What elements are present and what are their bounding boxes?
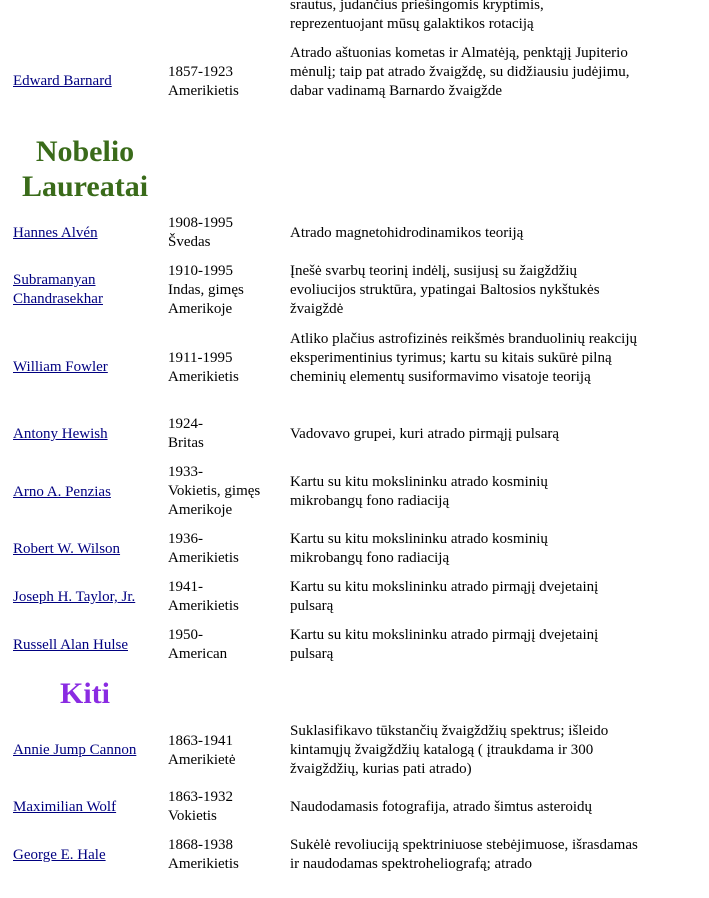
- astronomer-link[interactable]: Edward Barnard: [13, 73, 112, 89]
- nationality-text: Amerikietis: [168, 369, 239, 385]
- row-description: Naudodamasis fotografija, atrado šimtus asteroidų: [290, 799, 593, 815]
- row-description: Kartu su kitu mokslininku atrado pirmąjį dvejetainį pulsarą: [290, 579, 599, 615]
- years-text: 1911-1995: [168, 350, 233, 366]
- life-years: [168, 530, 283, 568]
- row-description: srautus, judančius priešingomis kryptimis, reprezentuojant mūsų galaktikos rotaciją: [290, 0, 544, 33]
- astronomer-link[interactable]: Antony Hewish: [13, 426, 108, 442]
- row-description: Kartu su kitu mokslininku atrado kosminių mikrobangų fono radiaciją: [290, 531, 548, 567]
- astronomer-link[interactable]: Russell Alan Hulse: [13, 637, 128, 653]
- years-text: 1863-1941: [168, 733, 233, 749]
- years-text: 1950-: [168, 627, 203, 643]
- years-text: 1910-1995: [168, 263, 233, 279]
- row-description: Vadovavo grupei, kuri atrado pirmąjį pulsarą: [290, 426, 560, 442]
- row-description: Sukėlė revoliuciją spektriniuose stebėjimuose, išrasdamas ir naudodamas spektroheliografą; atrado: [290, 837, 638, 873]
- nationality-text: Amerikietė: [168, 752, 236, 768]
- nationality-text: Amerikietis: [168, 83, 239, 99]
- astronomer-link[interactable]: Maximilian Wolf: [13, 799, 117, 815]
- row-description: Kartu su kitu mokslininku atrado pirmąjį dvejetainį pulsarą: [290, 627, 599, 663]
- life-years: [168, 788, 283, 826]
- row-description: Kartu su kitu mokslininku atrado kosminių mikrobangų fono radiaciją: [290, 474, 548, 510]
- years-text: 1936-: [168, 531, 203, 547]
- years-text: 1933-: [168, 464, 203, 480]
- years-text: 1941-: [168, 579, 203, 595]
- nationality-text: Britas: [168, 435, 204, 451]
- nationality-text: American: [168, 646, 228, 662]
- years-text: 1908-1995: [168, 215, 233, 231]
- nationality-text: Amerikietis: [168, 856, 239, 872]
- years-text: 1868-1938: [168, 837, 233, 853]
- section-heading-nobel: Nobelio Laureatai: [21, 135, 149, 203]
- astronomer-link[interactable]: Joseph H. Taylor, Jr.: [13, 589, 136, 605]
- life-years: [168, 836, 283, 874]
- astronomer-link[interactable]: Annie Jump Cannon: [13, 742, 137, 758]
- years-text: 1924-: [168, 416, 203, 432]
- life-years: [168, 349, 283, 387]
- life-years: [168, 214, 283, 252]
- nationality-text: Indas, gimęs Amerikoje: [168, 282, 244, 317]
- life-years: [168, 415, 283, 453]
- row-description: Atrado aštuonias kometas ir Almatėją, penktąjį Jupiterio mėnulį; taip pat atrado žvaigždę, su didžiausiu judėjimu, dabar vadinamą Barnardo žvaigžde: [290, 45, 630, 100]
- astronomer-link[interactable]: George E. Hale: [13, 847, 106, 863]
- astronomer-link[interactable]: Arno A. Penzias: [13, 484, 111, 500]
- nationality-text: Amerikietis: [168, 550, 239, 566]
- years-text: 1857-1923: [168, 64, 233, 80]
- life-years: [168, 463, 278, 520]
- life-years: [168, 63, 283, 101]
- life-years: [168, 732, 283, 770]
- astronomer-link[interactable]: William Fowler: [13, 359, 108, 375]
- nationality-text: Vokietis: [168, 808, 217, 824]
- years-text: 1863-1932: [168, 789, 233, 805]
- row-description: Suklasifikavo tūkstančių žvaigždžių spektrus; išleido kintamųjų žvaigždžių katalogą ( įtraukdama ir 300 žvaigždžių, kurias pati atrado): [290, 723, 609, 778]
- life-years: [168, 626, 283, 664]
- row-description: Atliko plačius astrofizinės reikšmės branduolinių reakcijų eksperimentinius tyrimus; kartu su kitais sukūrė pilną cheminių elementų susiformavimo visatoje teoriją: [290, 331, 637, 386]
- row-description: Įnešė svarbų teorinį indėlį, susijusį su žaigždžių evoliucijos struktūra, ypatingai Baltosios nykštukės žvaigždė: [290, 263, 600, 318]
- nationality-text: Švedas: [168, 234, 211, 250]
- row-description: Atrado magnetohidrodinamikos teoriją: [290, 225, 524, 241]
- astronomer-link[interactable]: Robert W. Wilson: [13, 541, 121, 557]
- astronomer-link[interactable]: Hannes Alvén: [13, 225, 98, 241]
- nationality-text: Vokietis, gimęs Amerikoje: [168, 483, 261, 518]
- life-years: [168, 262, 258, 319]
- life-years: [168, 578, 283, 616]
- astronomer-link[interactable]: Subramanyan Chandrasekhar: [13, 272, 103, 307]
- nationality-text: Amerikietis: [168, 598, 239, 614]
- section-heading-other: Kiti: [60, 677, 110, 710]
